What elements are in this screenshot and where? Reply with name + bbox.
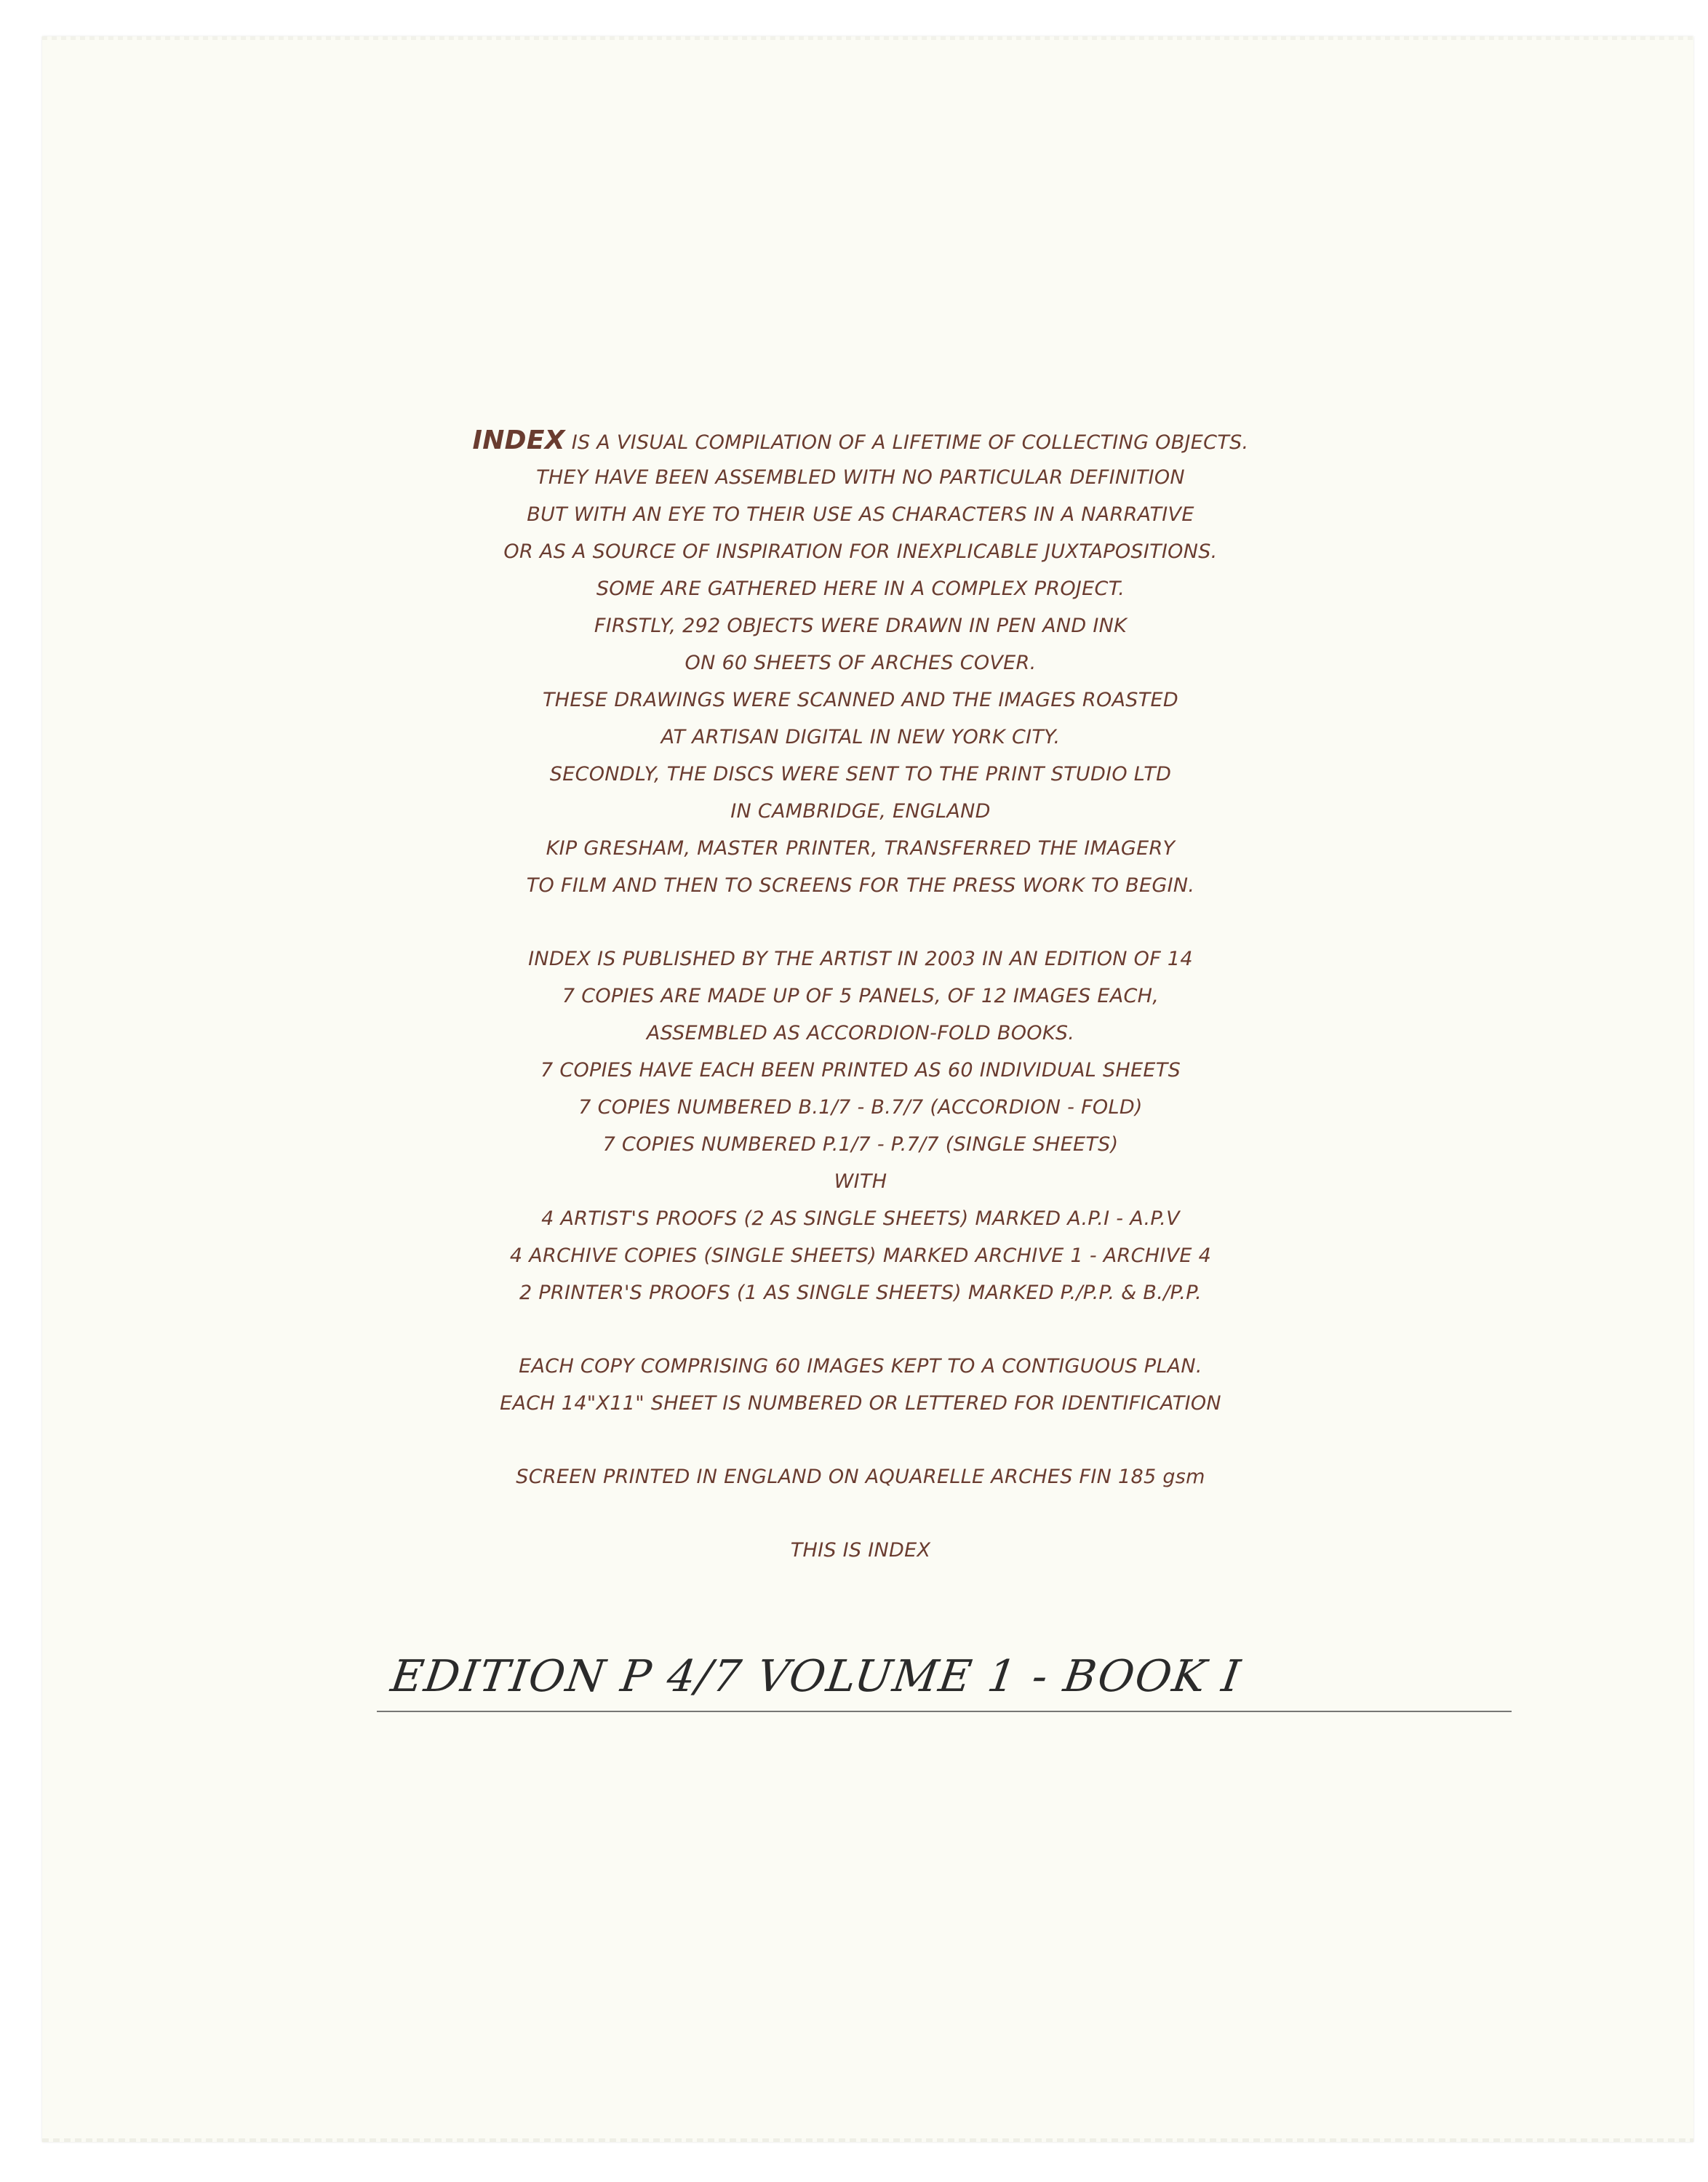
- colophon-text: [406, 422, 1315, 1569]
- paragraph2-line: 7 COPIES ARE MADE UP OF 5 PANELS, OF 12 IMAGES EACH,: [562, 985, 1160, 1007]
- paragraph3-line: EACH 14"X11" SHEET IS NUMBERED OR LETTERED FOR IDENTIFICATION: [500, 1392, 1221, 1415]
- paragraph1-line: BUT WITH AN EYE TO THEIR USE AS CHARACTERS IN A NARRATIVE: [527, 503, 1194, 526]
- paragraph1-line: SECONDLY, THE DISCS WERE SENT TO THE PRINT STUDIO LTD: [549, 763, 1172, 786]
- paragraph1-line: KIP GRESHAM, MASTER PRINTER, TRANSFERRED THE IMAGERY: [546, 837, 1176, 860]
- paragraph1-line: ON 60 SHEETS OF ARCHES COVER.: [685, 652, 1037, 674]
- intro-rest: IS A VISUAL COMPILATION OF A LIFETIME OF COLLECTING OBJECTS.: [564, 431, 1249, 454]
- paragraph2-line: 4 ARTIST'S PROOFS (2 AS SINGLE SHEETS) MARKED A.P.I - A.P.V: [541, 1207, 1180, 1230]
- paragraph2-line: 2 PRINTER'S PROOFS (1 AS SINGLE SHEETS) MARKED P./P.P. & B./P.P.: [519, 1282, 1202, 1304]
- title-word: INDEX: [472, 425, 565, 455]
- paragraph2-line: 7 COPIES NUMBERED B.1/7 - B.7/7 (ACCORDION - FOLD): [578, 1096, 1143, 1119]
- intro-line: [406, 422, 1315, 459]
- paragraph1-line: TO FILM AND THEN TO SCREENS FOR THE PRESS WORK TO BEGIN.: [526, 874, 1195, 897]
- paragraph2-line: WITH: [834, 1170, 887, 1193]
- paragraph1-line: AT ARTISAN DIGITAL IN NEW YORK CITY.: [661, 726, 1061, 748]
- paragraph1-line: THEY HAVE BEEN ASSEMBLED WITH NO PARTICULAR DEFINITION: [536, 466, 1185, 489]
- paragraph2-line: INDEX IS PUBLISHED BY THE ARTIST IN 2003 IN AN EDITION OF 14: [528, 948, 1193, 970]
- signature-rule: [377, 1711, 1512, 1712]
- paragraph-gap: [406, 1311, 1315, 1348]
- paragraph3-line: EACH COPY COMPRISING 60 IMAGES KEPT TO A CONTIGUOUS PLAN.: [519, 1355, 1202, 1378]
- paragraph2-line: 7 COPIES NUMBERED P.1/7 - P.7/7 (SINGLE SHEETS): [602, 1133, 1119, 1156]
- paper-sheet: [42, 36, 1693, 2142]
- closing-line: THIS IS INDEX: [790, 1539, 931, 1562]
- paragraph1-line: IN CAMBRIDGE, ENGLAND: [730, 800, 991, 823]
- paragraph1-line: SOME ARE GATHERED HERE IN A COMPLEX PROJECT.: [596, 578, 1125, 600]
- paragraph-gap: [406, 1495, 1315, 1532]
- handwritten-edition-signature: EDITION P 4/7 VOLUME 1 - BOOK I: [388, 1651, 1245, 1702]
- paragraph-gap: [406, 1422, 1315, 1458]
- paragraph2-line: 4 ARCHIVE COPIES (SINGLE SHEETS) MARKED ARCHIVE 1 - ARCHIVE 4: [509, 1244, 1212, 1267]
- paragraph-gap: [406, 904, 1315, 940]
- paragraph1-line: THESE DRAWINGS WERE SCANNED AND THE IMAGES ROASTED: [542, 689, 1178, 711]
- paragraph1-line: FIRSTLY, 292 OBJECTS WERE DRAWN IN PEN AND INK: [594, 615, 1128, 637]
- paragraph2-line: 7 COPIES HAVE EACH BEEN PRINTED AS 60 INDIVIDUAL SHEETS: [540, 1059, 1181, 1082]
- paragraph4-line: SCREEN PRINTED IN ENGLAND ON AQUARELLE ARCHES FIN 185 gsm: [516, 1466, 1205, 1488]
- paragraph1-line: OR AS A SOURCE OF INSPIRATION FOR INEXPLICABLE JUXTAPOSITIONS.: [503, 540, 1218, 563]
- paragraph2-line: ASSEMBLED AS ACCORDION-FOLD BOOKS.: [646, 1022, 1075, 1044]
